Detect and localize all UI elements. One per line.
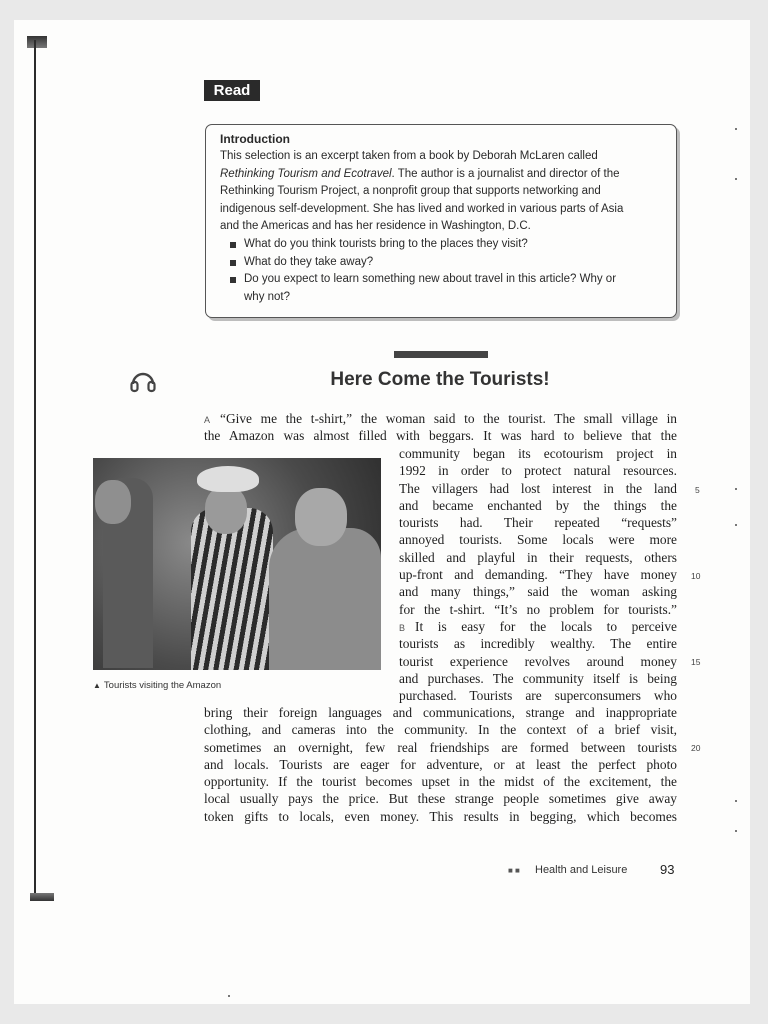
text-line: skilled and playful in their requests, others (399, 549, 677, 565)
text-line: and purchases. The community itself is being (399, 670, 677, 686)
paragraph-letter: A (204, 415, 211, 425)
article-text-side (399, 445, 677, 704)
text-line: bring their foreign languages and communications, strange and inappropriate (204, 705, 677, 720)
intro-line: This selection is an excerpt taken from a book by Deborah McLaren called (220, 150, 598, 162)
footer-section: Health and Leisure (535, 864, 628, 876)
photo-caption: ▲ Tourists visiting the Amazon (93, 680, 222, 691)
text-line: A “Give me the t-shirt,” the woman said to the tourist. The small village in (204, 411, 677, 426)
text-line: community began its ecotourism project in (399, 446, 677, 461)
introduction-box (205, 124, 677, 318)
title-rule (394, 351, 488, 358)
question-item: Do you expect to learn something new about travel in this article? Why or (220, 271, 664, 289)
text-line: token gifts to locals, even money. This results in begging, which becomes (204, 808, 677, 824)
line-number: 10 (691, 571, 701, 581)
tourists-photo (93, 458, 381, 670)
scan-speck (735, 800, 737, 802)
caption-triangle-icon: ▲ (93, 681, 101, 690)
scan-speck (228, 995, 230, 997)
intro-line: indigenous self-development. She has lived and worked in various parts of Asia (220, 202, 624, 215)
bullet-icon (230, 242, 236, 248)
text-line: purchased. Tourists are superconsumers who (399, 688, 677, 704)
introduction-text (220, 148, 664, 236)
intro-line: and the Americas and has her residence in Washington, D.C. (220, 220, 531, 233)
bullet-icon (230, 260, 236, 266)
text-line: and locals. Tourists are eager for adventure, or at least the perfect photo (204, 756, 677, 772)
text-line: the Amazon was almost filled with beggars. It was hard to believe that the (204, 428, 677, 444)
scan-speck (735, 488, 737, 490)
question-item-continued: why not? (244, 290, 291, 303)
text-line: local usually pays the price. But these strange people sometimes give away (204, 791, 677, 807)
scan-speck (735, 178, 737, 180)
text-line: tourists had. Their repeated “requests” (399, 515, 677, 531)
binding-mark-bottom (30, 893, 54, 901)
text-line: sometimes an overnight, few real friendships are formed between tourists (204, 739, 677, 755)
text-line: tourist experience revolves around money (399, 653, 677, 669)
scan-speck (735, 524, 737, 526)
text-line: tourists as incredibly wealthy. The entire (399, 636, 677, 652)
bullet-icon (230, 277, 236, 283)
question-item: What do they take away? (220, 254, 664, 272)
question-item: What do you think tourists bring to the places they visit? (220, 236, 664, 254)
text-line: opportunity. If the tourist becomes upset in the midst of the excitement, the (204, 774, 677, 790)
text-line: clothing, and cameras into the community. In the context of a brief visit, (204, 722, 677, 738)
article-text-bottom (204, 704, 677, 825)
question-list (220, 236, 664, 306)
line-number: 5 (695, 485, 700, 495)
line-number: 15 (691, 657, 701, 667)
binding-line (34, 40, 36, 900)
text-line: 1992 in order to protect natural resources. (399, 463, 677, 479)
binding-mark-top (27, 36, 47, 48)
footer-squares-icon: ■ ■ (508, 866, 520, 875)
text-line: annoyed tourists. Some locals were more (399, 532, 677, 548)
text-line: and many things,” said the woman asking (399, 584, 677, 600)
page-number: 93 (660, 862, 675, 877)
introduction-title: Introduction (220, 132, 290, 146)
line-number: 20 (691, 743, 701, 753)
headphone-icon (129, 367, 157, 395)
intro-line: Rethinking Tourism Project, a nonprofit group that supports networking and (220, 185, 601, 198)
text-line: B It is easy for the locals to perceive (399, 618, 677, 634)
scan-speck (735, 128, 737, 130)
book-title: Rethinking Tourism and Ecotravel (220, 167, 392, 180)
text-line: and became enchanted by the things the (399, 497, 677, 513)
text-line: for the t-shirt. “It’s no problem for tourists.” (399, 601, 677, 617)
text-line: up-front and demanding. “They have money (399, 567, 677, 583)
scan-speck (735, 830, 737, 832)
text-line: The villagers had lost interest in the land (399, 480, 677, 496)
paragraph-letter: B (399, 622, 406, 633)
article-title: Here Come the Tourists! (330, 369, 550, 390)
article-text-top (204, 410, 677, 445)
read-label: Read (204, 80, 260, 101)
intro-line: Rethinking Tourism and Ecotravel. The author is a journalist and director of the (220, 167, 620, 180)
